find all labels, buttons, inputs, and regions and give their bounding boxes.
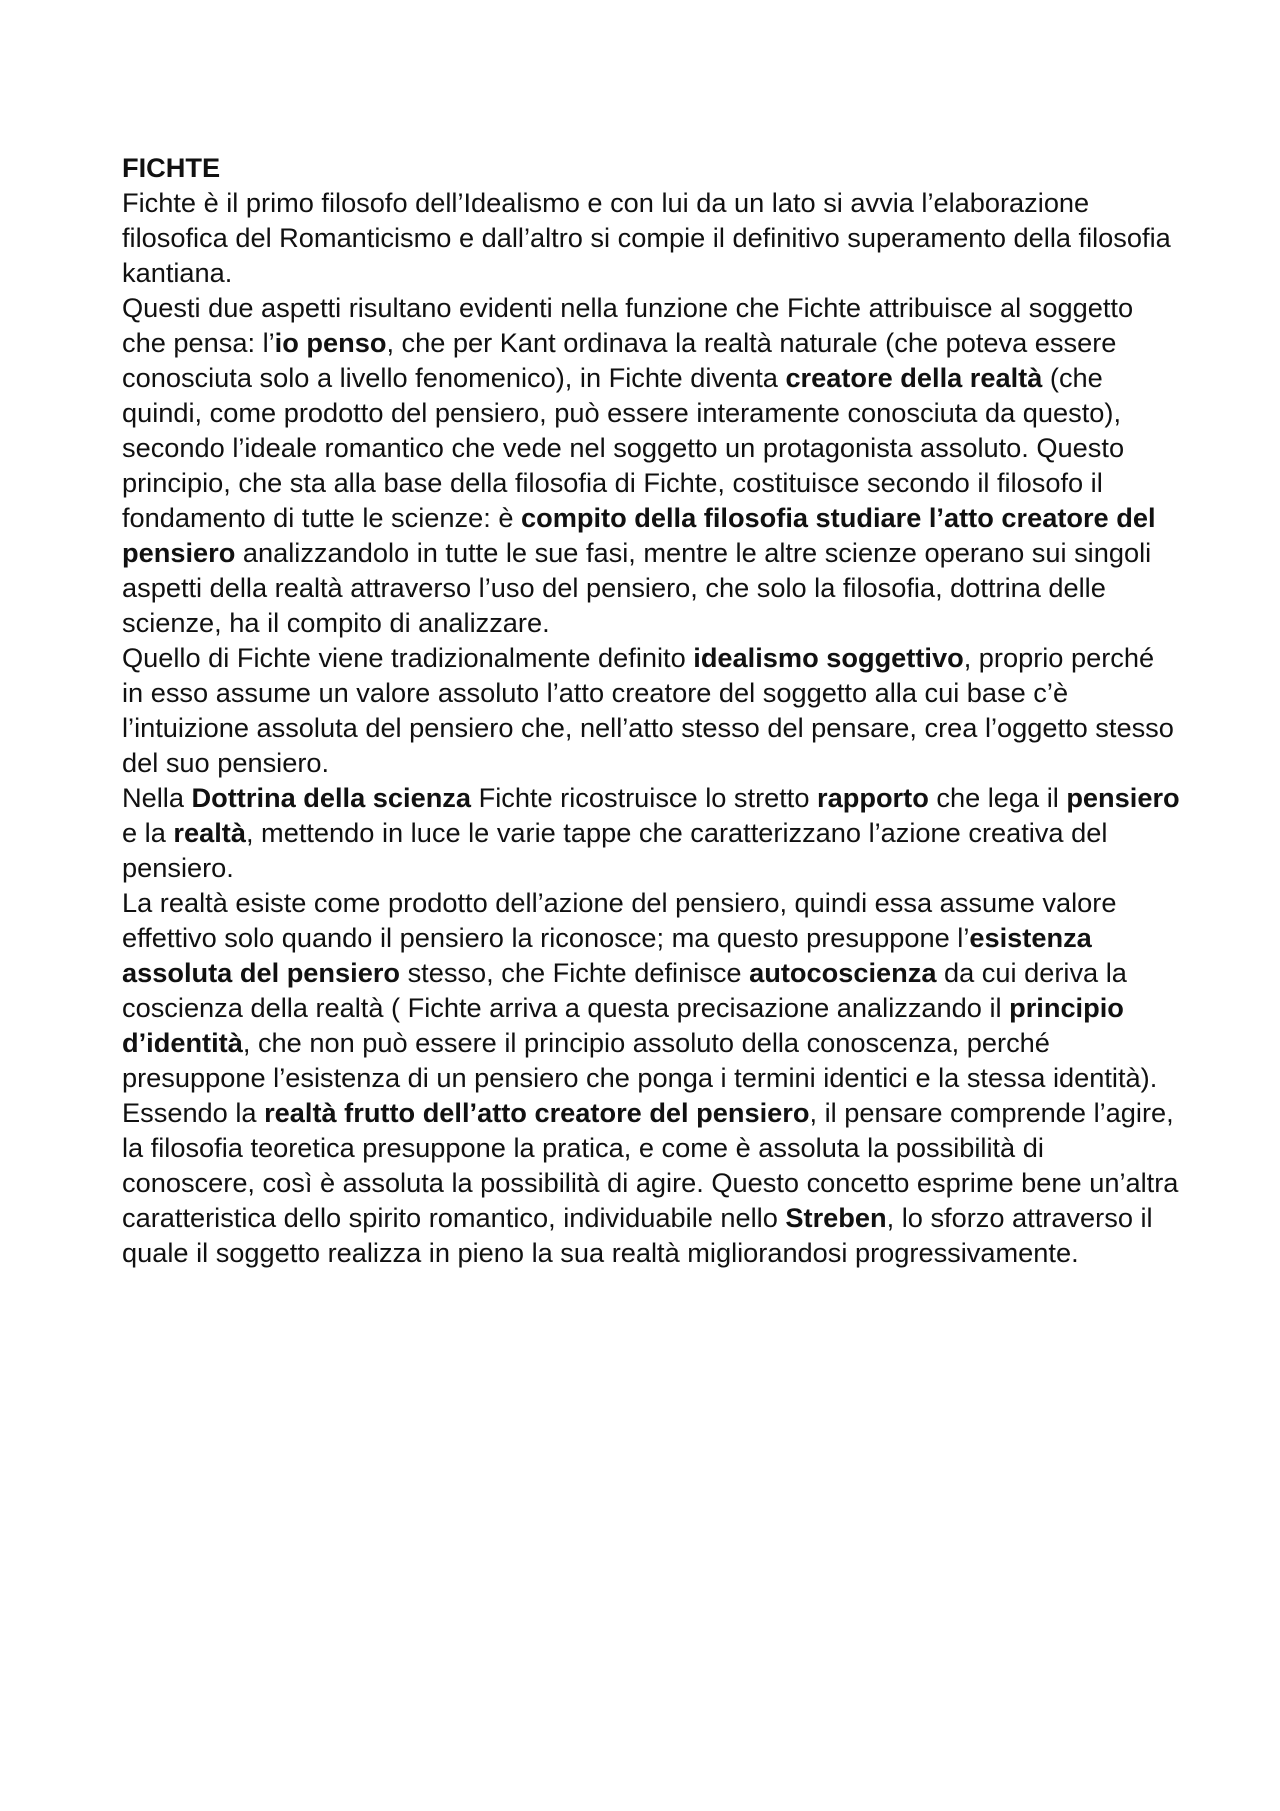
text-run: e la [122, 817, 174, 848]
paragraph-5 [122, 885, 1182, 1095]
text-run: Essendo la [122, 1097, 265, 1128]
bold-term: compito della filosofia studiare l’atto creatore del pensiero [122, 502, 1156, 568]
bold-term: idealismo soggettivo [693, 642, 964, 673]
bold-term: autocoscienza [749, 957, 937, 988]
bold-term: rapporto [817, 782, 929, 813]
text-run: Fichte è il primo filosofo dell’Idealismo e con lui da un lato si avvia l’elaborazione filosofica del Romanticismo e dall’altro si compie il definitivo superamento della filosofia kantiana. [122, 187, 1171, 288]
text-run: , mettendo in luce le varie tappe che caratterizzano l’azione creativa del pensiero. [122, 817, 1108, 883]
paragraph-4 [122, 780, 1182, 885]
bold-term: realtà [173, 817, 246, 848]
text-run: , che per Kant ordinava la realtà naturale (che poteva essere conosciuta solo a livello fenomenico), in Fichte diventa [122, 327, 1117, 393]
text-run: , che non può essere il principio assoluto della conoscenza, perché presuppone l’esistenza di un pensiero che ponga i termini identici e la stessa identità). [122, 1027, 1158, 1093]
text-run: La realtà esiste come prodotto dell’azione del pensiero, quindi essa assume valore effettivo solo quando il pensiero la riconosce; ma questo presuppone l’ [122, 887, 1117, 953]
text-run: che lega il [928, 782, 1067, 813]
text-run: analizzandolo in tutte le sue fasi, mentre le altre scienze operano sui singoli aspetti della realtà attraverso l’uso del pensiero, che solo la filosofia, dottrina delle scienze, ha il compito di analizzare. [122, 537, 1152, 638]
text-run: , proprio perché in esso assume un valore assoluto l’atto creatore del soggetto alla cui base c’è l’intuizione assoluta del pensiero che, nell’atto stesso del pensare, crea l’oggetto stesso del suo pensiero. [122, 642, 1174, 778]
bold-term: pensiero [1066, 782, 1180, 813]
bold-term: creatore della realtà [785, 362, 1043, 393]
bold-term: realtà frutto dell’atto creatore del pensiero [264, 1097, 810, 1128]
bold-term: Streben [785, 1202, 887, 1233]
text-run: Nella [122, 782, 192, 813]
paragraph-6 [122, 1095, 1182, 1270]
text-run: Questi due aspetti risultano evidenti nella funzione che Fichte attribuisce al soggetto che pensa: l’ [122, 292, 1134, 358]
text-run: da cui deriva la coscienza della realtà ( Fichte arriva a questa precisazione analizzando il [122, 957, 1127, 1023]
paragraph-1 [122, 185, 1182, 290]
bold-term: esistenza assoluta del pensiero [122, 922, 1092, 988]
bold-term: Dottrina della scienza [191, 782, 472, 813]
paragraph-2 [122, 290, 1182, 640]
text-run: stesso, che Fichte definisce [400, 957, 750, 988]
text-run: , lo sforzo attraverso il quale il soggetto realizza in pieno la sua realtà migliorandosi progressivamente. [122, 1202, 1153, 1268]
document-title: FICHTE [122, 152, 221, 183]
bold-term: principio d’identità [122, 992, 1124, 1058]
paragraph-3 [122, 640, 1182, 780]
text-run: Quello di Fichte viene tradizionalmente definito [122, 642, 694, 673]
document-page [122, 150, 1182, 1270]
document-body [122, 185, 1182, 1270]
text-run: (che quindi, come prodotto del pensiero, può essere interamente conosciuta da questo), secondo l’ideale romantico che vede nel soggetto un protagonista assoluto. Questo principio, che sta alla base della filosofia di Fichte, costituisce secondo il filosofo il fondamento di tutte le scienze: è [122, 362, 1125, 533]
bold-term: io penso [274, 327, 387, 358]
text-run: Fichte ricostruisce lo stretto [471, 782, 818, 813]
text-run: , il pensare comprende l’agire, la filosofia teoretica presuppone la pratica, e come è assoluta la possibilità di conoscere, così è assoluta la possibilità di agire. Questo concetto esprime bene un’altra caratteristica dello spirito romantico, individuabile nello [122, 1097, 1179, 1233]
